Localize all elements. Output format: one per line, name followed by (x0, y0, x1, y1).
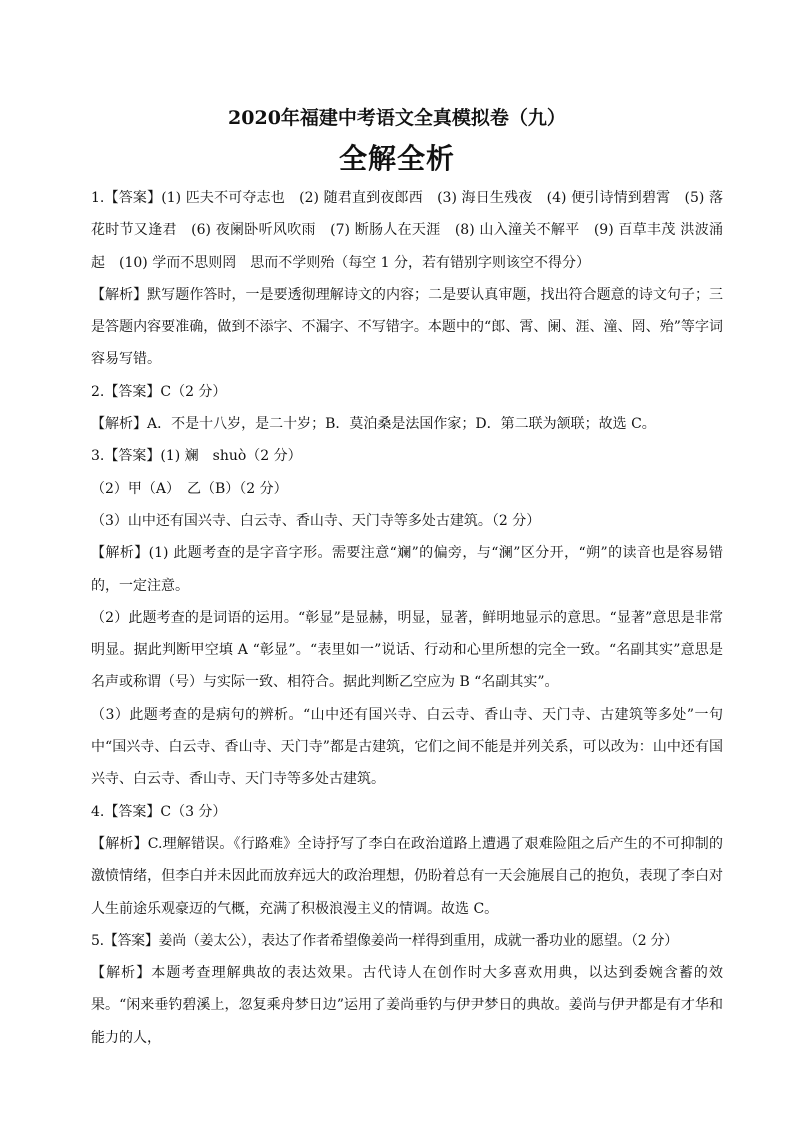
exam-subtitle: 全解全析 (338, 142, 455, 175)
analysis-3-part-2: （2）此题考查的是词语的运用。“彰显”是显赫，明显，显著，鲜明地显示的意思。“显著”意思是非常明显。据此判断甲空填 A “彰显”。“表里如一”说话、行动和心里所想的完全一致。“名副其实”意思是名声或称谓（号）与实际一致、相符合。据此判断乙空应为 B “名副其实”。 (91, 609, 723, 691)
answer-body (91, 182, 723, 1054)
answer-5: 5.【答案】姜尚（姜太公），表达了作者希望像姜尚一样得到重用，成就一番功业的愿望。（2 分） (91, 932, 678, 949)
answer-3-part-3: （3）山中还有国兴寺、白云寺、香山寺、天门寺等多处古建筑。（2 分） (91, 512, 541, 529)
answer-4: 4.【答案】C（3 分） (91, 803, 227, 820)
answer-3-part-2: （2）甲（A） 乙（B）（2 分） (91, 480, 288, 497)
analysis-5: 【解析】本题考查理解典故的表达效果。古代诗人在创作时大多喜欢用典，以达到委婉含蓄的效果。“闲来垂钓碧溪上，忽复乘舟梦日边”运用了姜尚垂钓与伊尹梦日的典故。姜尚与伊尹都是有才华和能力的人， (91, 965, 723, 1046)
analysis-4: 【解析】C.理解错误。《行路难》全诗抒写了李白在政治道路上遭遇了艰难险阻之后产生的不可抑制的激愤情绪，但李白并未因此而放弃远大的政治理想，仍盼着总有一天会施展自己的抱负，表现了李白对人生前途乐观豪迈的气概，充满了积极浪漫主义的情调。故选 C。 (91, 835, 723, 917)
answer-2: 2.【答案】C（2 分） (91, 383, 227, 400)
analysis-3-part-1: 【解析】(1) 此题考查的是字音字形。需要注意“斓”的偏旁，与“澜”区分开，“朔”的读音也是容易错的，一定注意。 (91, 545, 723, 594)
analysis-2: 【解析】A．不是十八岁，是二十岁；B．莫泊桑是法国作家；D．第二联为颔联；故选 C。 (91, 416, 656, 433)
analysis-3-part-3: （3）此题考查的是病句的辨析。“山中还有国兴寺、白云寺、香山寺、天门寺、古建筑等多处”一句中“国兴寺、白云寺、香山寺、天门寺”都是古建筑，它们之间不能是并列关系，可以改为：山中还有国兴寺、白云寺、香山寺、天门寺等多处古建筑。 (91, 706, 723, 788)
analysis-1: 【解析】默写题作答时，一是要透彻理解诗文的内容；二是要认真审题，找出符合题意的诗文句子；三是答题内容要准确，做到不添字、不漏字、不写错字。本题中的“郎、霄、阑、涯、潼、罔、殆”等字词容易写错。 (91, 286, 723, 368)
answer-3-part-1: 3.【答案】(1) 斓 shuò（2 分） (91, 448, 302, 465)
answer-1: 1.【答案】(1) 匹夫不可夺志也 (2) 随君直到夜郎西 (3) 海日生残夜 (4) 便引诗情到碧霄 (5) 落花时节又逢君 (6) 夜阑卧听风吹雨 (7) 断肠人在天涯 (8) 山入潼关不解平 (9) 百草丰茂 洪波涌起 (10) 学而不思则罔 思而不学则殆（每空 1 分，若有错别字则该空不得分） (91, 190, 723, 271)
exam-title: 2020年福建中考语文全真模拟卷（九） (228, 107, 566, 129)
